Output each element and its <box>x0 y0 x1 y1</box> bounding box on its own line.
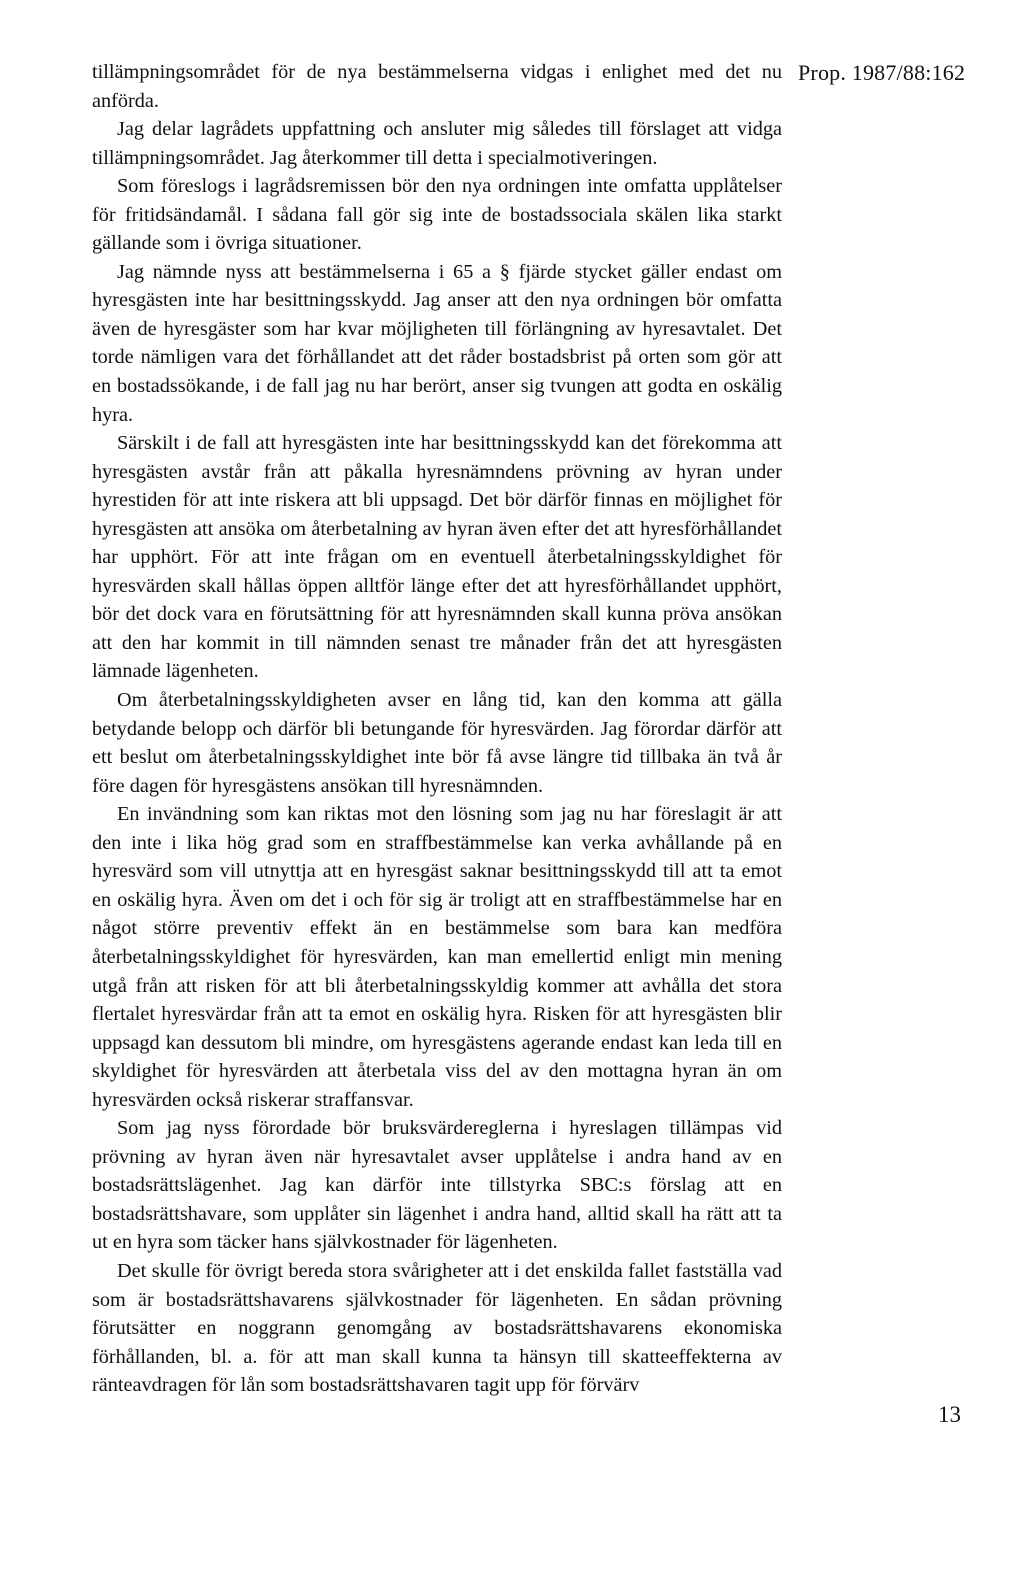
paragraph: Det skulle för övrigt bereda stora svårigheter att i det enskilda fallet fastställa vad som är bostadsrättshavarens självkostnader för lägenheten. En sådan prövning förutsätter en noggrann genomgång av bostadsrättshavarens ekonomiska förhållanden, bl. a. för att man skall kunna ta hänsyn till skatteeffekterna av ränteavdragen för lån som bostadsrättshavaren tagit upp för förvärv <box>92 1259 782 1397</box>
paragraph: Jag nämnde nyss att bestämmelserna i 65 a § fjärde stycket gäller endast om hyresgästen inte har besittningsskydd. Jag anser att den nya ordningen bör omfatta även de hyresgäster som har kvar möjligheten till förlängning av hyresavtalet. Det torde nämligen vara det förhållandet att det råder bostadsbrist på orten som gör att en bostadssökande, i de fall jag nu har berört, anser sig tvungen att godta en oskälig hyra. <box>92 260 782 426</box>
paragraph: Som jag nyss förordade bör bruksvärdereglerna i hyreslagen tillämpas vid prövning av hyran även när hyresavtalet avser upplåtelse i andra hand av en bostadsrättslägenhet. Jag kan därför inte tillstyrka SBC:s förslag att en bostadsrättshavare, som upplåter sin lägenhet i andra hand, alltid skall ha rätt att ta ut en hyra som täcker hans självkostnader för lägenheten. <box>92 1117 782 1254</box>
paragraph: tillämpningsområdet för de nya bestämmelserna vidgas i enlighet med det nu anförda. <box>92 61 782 112</box>
body-text <box>92 58 782 1400</box>
page-number: 13 <box>938 1402 961 1427</box>
paragraph: Jag delar lagrådets uppfattning och ansluter mig således till förslaget att vidga tillämpningsområdet. Jag återkommer till detta i specialmotiveringen. <box>92 118 782 169</box>
paragraph: En invändning som kan riktas mot den lösning som jag nu har föreslagit är att den inte i lika hög grad som en straffbestämmelse kan verka avhållande på en hyresvärd som vill utnyttja att en hyresgäst saknar besittningsskydd till att ta emot en oskälig hyra. Även om det i och för sig är troligt att en straffbestämmelse har en något större preventiv effekt än en bestämmelse som bara kan medföra återbetalningsskyldighet för hyresvärden, kan man emellertid enligt min mening utgå från att risken för att bli återbetalningsskyldig kommer att avhålla det stora flertalet hyresvärdar från att ta emot en oskälig hyra. Risken för att hyresgästen blir uppsagd kan dessutom bli mindre, om hyresgästens agerande endast kan leda till en skyldighet för hyresvärden att återbetala viss del av den mottagna hyran än om hyresvärden också riskerar straffansvar. <box>92 803 782 1111</box>
paragraph: Särskilt i de fall att hyresgästen inte har besittningsskydd kan det förekomma att hyresgästen avstår från att påkalla hyresnämndens prövning av hyran under hyrestiden för att inte riskera att bli uppsagd. Det bör därför finnas en möjlighet för hyresgästen att ansöka om återbetalning av hyran även efter det att hyresförhållandet har upphört. För att inte frågan om en eventuell återbetalningsskyldighet för hyresvärden skall hållas öppen alltför länge efter det att hyresförhållandet upphört, bör det dock vara en förutsättning för att hyresnämnden skall kunna pröva ansökan att den har kommit in till nämnden senast tre månader från det att hyresgästen lämnade lägenheten. <box>92 432 782 683</box>
document-reference: Prop. 1987/88:162 <box>798 60 966 85</box>
paragraph: Om återbetalningsskyldigheten avser en lång tid, kan den komma att gälla betydande belopp och därför bli betungande för hyresvärden. Jag förordar därför att ett beslut om återbetalningsskyldighet inte bör få avse längre tid tillbaka än två år före dagen för hyresgästens ansökan till hyresnämnden. <box>92 689 782 797</box>
paragraph: Som föreslogs i lagrådsremissen bör den nya ordningen inte omfatta upplåtelser för fritidsändamål. I sådana fall gör sig inte de bostadssociala skälen lika starkt gällande som i övriga situationer. <box>92 175 782 255</box>
